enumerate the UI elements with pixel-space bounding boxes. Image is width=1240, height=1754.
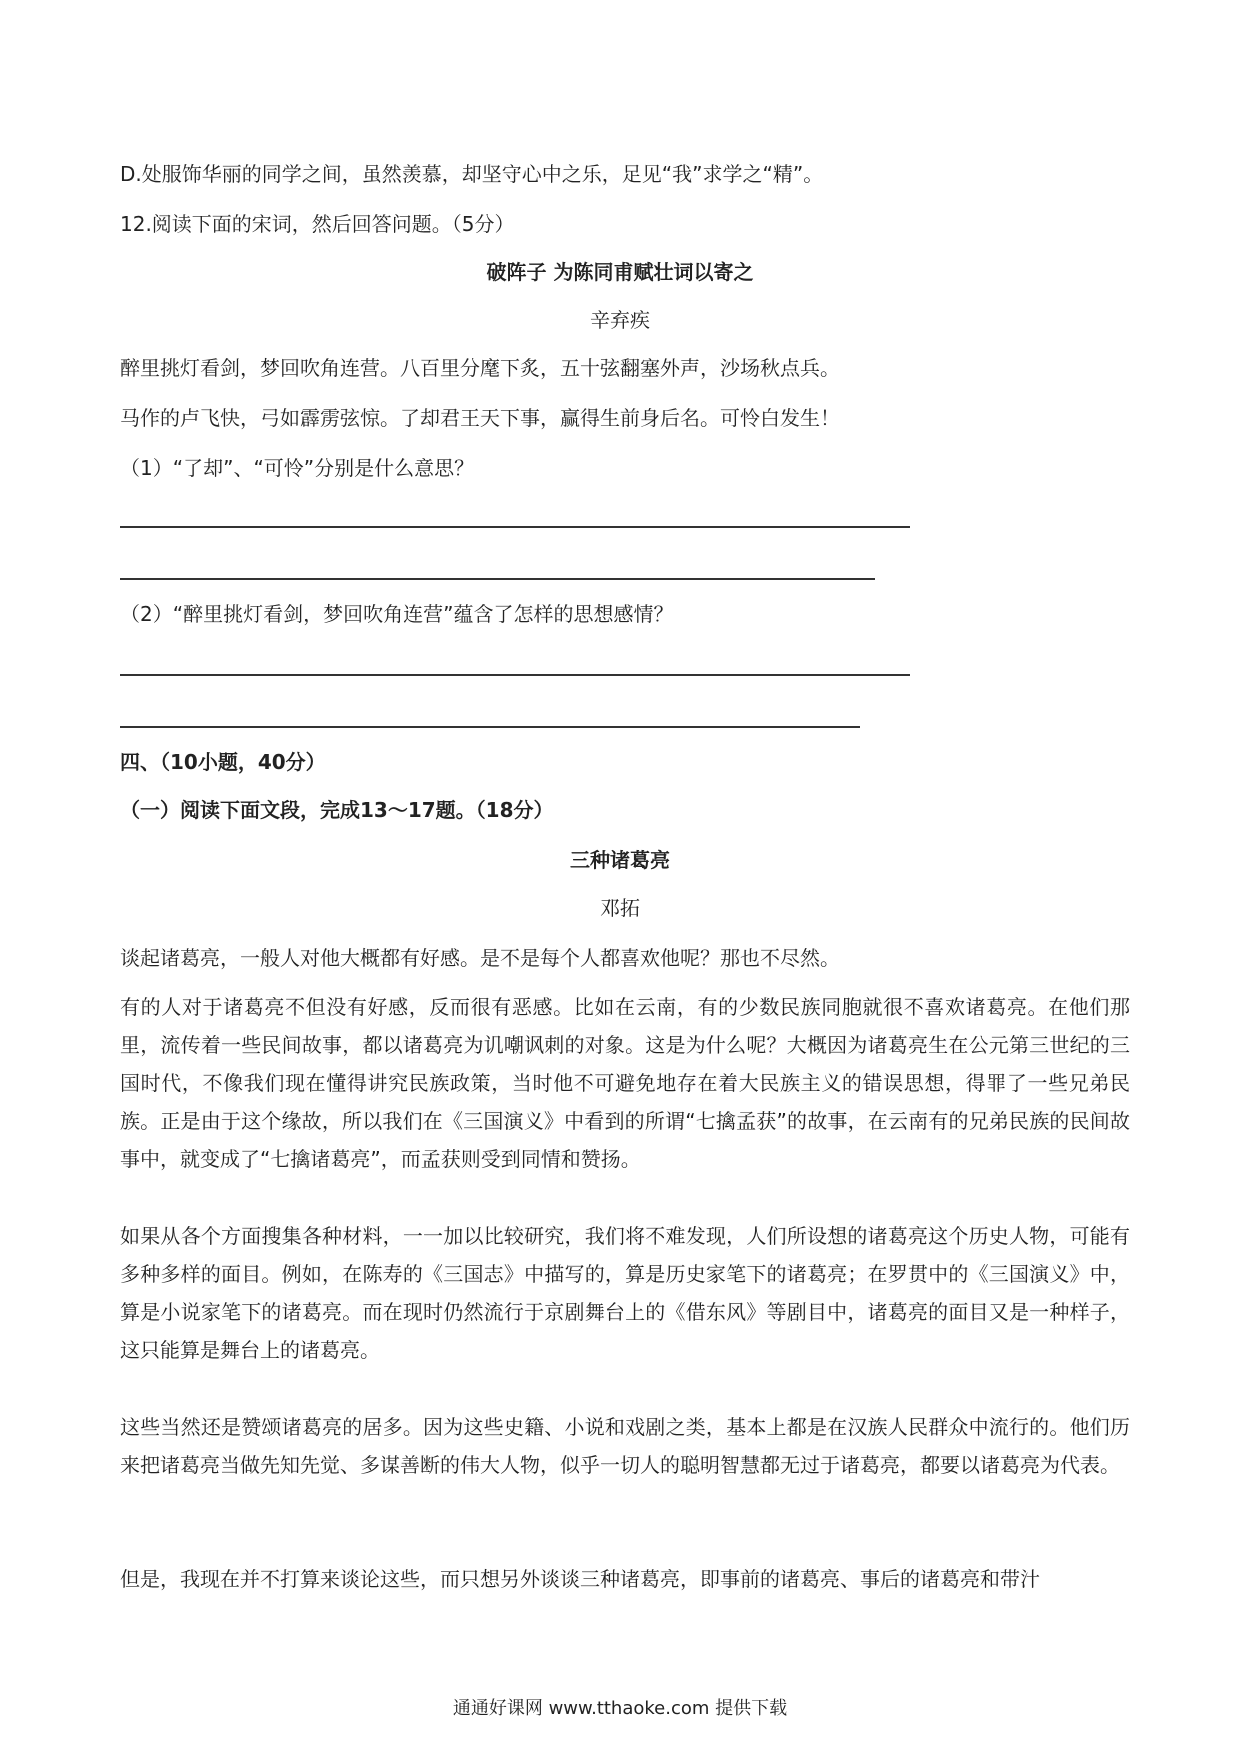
answer-line-2b[interactable] [120, 726, 860, 728]
section-4-heading: 四、（10小题，40分） [120, 750, 326, 774]
article-author: 邓拓 [600, 896, 640, 920]
poem-author: 辛弃疾 [590, 308, 650, 332]
question-12-prompt: 12.阅读下面的宋词，然后回答问题。（5分） [120, 212, 515, 236]
poem-line-1: 醉里挑灯看剑，梦回吹角连营。八百里分麾下炙，五十弦翻塞外声，沙场秋点兵。 [120, 356, 840, 380]
article-paragraph-2: 有的人对于诸葛亮不但没有好感，反而很有恶感。比如在云南，有的少数民族同胞就很不喜欢诸葛亮。在他们那里，流传着一些民间故事，都以诸葛亮为讥嘲讽刺的对象。这是为什么呢？大概因为诸葛亮生在公元第三世纪的三国时代，不像我们现在懂得讲究民族政策，当时他不可避免地存在着大民族主义的错误思想，得罪了一些兄弟民族。正是由于这个缘故，所以我们在《三国演义》中看到的所谓“七擒孟获”的故事，在云南有的兄弟民族的民间故事中，就变成了“七擒诸葛亮”，而孟获则受到同情和赞扬。 [120, 995, 1130, 1171]
poem-title: 破阵子 为陈同甫赋壮词以寄之 [486, 260, 754, 284]
sub-question-1: （1）“了却”、“可怜”分别是什么意思？ [120, 456, 475, 480]
answer-line-2a[interactable] [120, 674, 910, 676]
page-footer: 通通好课网 www.tthaoke.com 提供下载 [452, 1698, 788, 1719]
poem-line-2: 马作的卢飞快，弓如霹雳弦惊。了却君王天下事，赢得生前身后名。可怜白发生！ [120, 406, 840, 430]
article-paragraph-4: 这些当然还是赞颂诸葛亮的居多。因为这些史籍、小说和戏剧之类，基本上都是在汉族人民群众中流行的。他们历来把诸葛亮当做先知先觉、多谋善断的伟大人物，似乎一切人的聪明智慧都无过于诸葛亮，都要以诸葛亮为代表。 [120, 1415, 1130, 1477]
article-paragraph-1: 谈起诸葛亮，一般人对他大概都有好感。是不是每个人都喜欢他呢？那也不尽然。 [120, 946, 840, 970]
answer-line-1a[interactable] [120, 526, 910, 528]
option-d-line: D.处服饰华丽的同学之间，虽然羡慕，却坚守心中之乐，足见“我”求学之“精”。 [120, 162, 824, 186]
article-paragraph-3: 如果从各个方面搜集各种材料，一一加以比较研究，我们将不难发现，人们所设想的诸葛亮这个历史人物，可能有多种多样的面目。例如，在陈寿的《三国志》中描写的，算是历史家笔下的诸葛亮；在罗贯中的《三国演义》中，算是小说家笔下的诸葛亮。而在现时仍然流行于京剧舞台上的《借东风》等剧目中，诸葛亮的面目又是一种样子，这只能算是舞台上的诸葛亮。 [120, 1224, 1130, 1362]
answer-line-1b[interactable] [120, 578, 875, 580]
article-paragraph-5: 但是，我现在并不打算来谈论这些，而只想另外谈谈三种诸葛亮，即事前的诸葛亮、事后的诸葛亮和带汁 [120, 1567, 1040, 1591]
sub-question-2: （2）“醉里挑灯看剑，梦回吹角连营”蕴含了怎样的思想感情？ [120, 602, 674, 626]
article-title: 三种诸葛亮 [570, 848, 670, 872]
section-4-subheading: （一）阅读下面文段，完成13～17题。（18分） [120, 798, 554, 822]
